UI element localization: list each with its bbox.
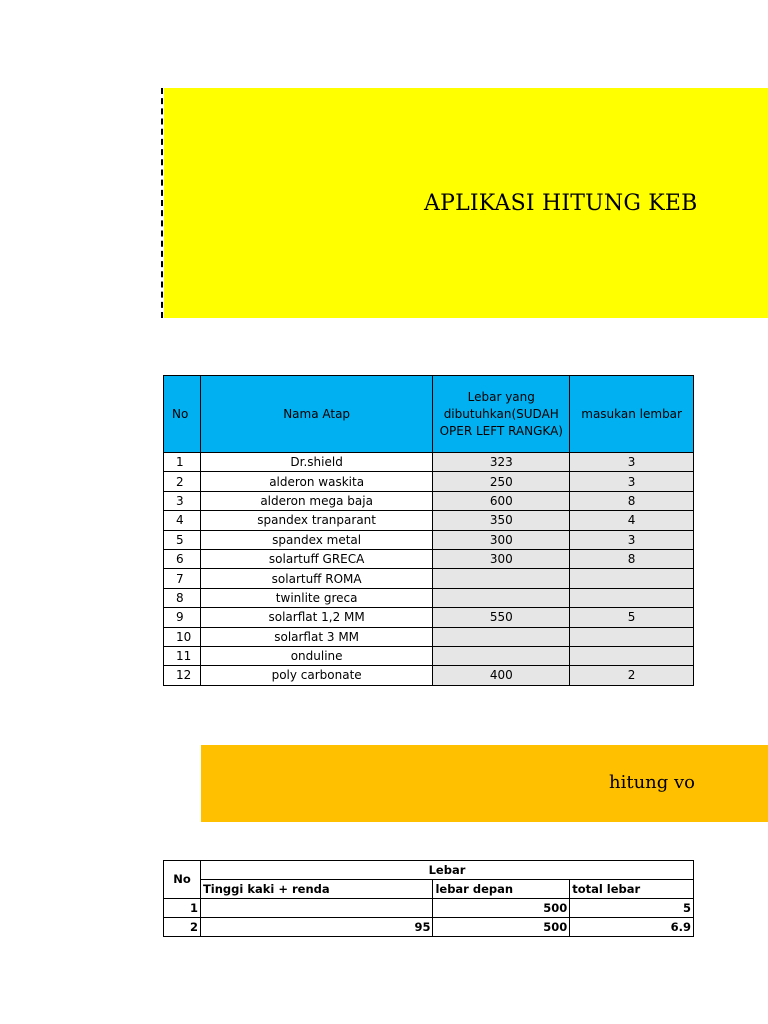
tinggi-cell[interactable]: 95 [200, 918, 433, 937]
roof-name-cell[interactable]: poly carbonate [200, 666, 432, 685]
row-no: 1 [164, 899, 201, 918]
row-no: 3 [164, 491, 201, 510]
table-row [164, 627, 694, 646]
sheets-cell[interactable]: 2 [570, 666, 694, 685]
volume-header-row-1 [164, 861, 694, 880]
volume-header-lebar: Lebar [200, 861, 693, 880]
width-cell[interactable] [433, 646, 570, 665]
row-no: 11 [164, 646, 201, 665]
app-title: APLIKASI HITUNG KEB [424, 191, 698, 216]
roof-name-cell[interactable]: Dr.shield [200, 453, 432, 472]
width-cell[interactable] [433, 569, 570, 588]
row-no: 2 [164, 918, 201, 937]
sheets-cell[interactable] [570, 646, 694, 665]
roof-name-cell[interactable]: solarflat 3 MM [200, 627, 432, 646]
roof-name-cell[interactable]: onduline [200, 646, 432, 665]
header-required-width: Lebar yang dibutuhkan(SUDAH OPER LEFT RANGKA) [433, 376, 570, 453]
volume-header-tinggi: Tinggi kaki + renda [200, 880, 433, 899]
width-cell[interactable]: 300 [433, 530, 570, 549]
roof-table-header [164, 376, 694, 453]
sheets-cell[interactable] [570, 588, 694, 607]
row-no: 8 [164, 588, 201, 607]
total-cell[interactable]: 5 [570, 899, 694, 918]
volume-table [163, 860, 694, 937]
roof-name-cell[interactable]: spandex metal [200, 530, 432, 549]
depan-cell[interactable]: 500 [433, 918, 570, 937]
volume-banner [201, 745, 768, 822]
roof-name-cell[interactable]: alderon waskita [200, 472, 432, 491]
table-row [164, 453, 694, 472]
table-row [164, 666, 694, 685]
volume-header-no: No [164, 861, 201, 899]
row-no: 7 [164, 569, 201, 588]
volume-header-row-2 [164, 880, 694, 899]
volume-header-depan: lebar depan [433, 880, 570, 899]
width-cell[interactable]: 300 [433, 549, 570, 568]
table-row [164, 899, 694, 918]
title-banner [164, 88, 768, 318]
sheets-cell[interactable]: 3 [570, 530, 694, 549]
table-row [164, 646, 694, 665]
sheets-cell[interactable]: 3 [570, 453, 694, 472]
roof-name-cell[interactable]: alderon mega baja [200, 491, 432, 510]
row-no: 10 [164, 627, 201, 646]
width-cell[interactable]: 350 [433, 511, 570, 530]
header-roof-name: Nama Atap [200, 376, 432, 453]
sheets-cell[interactable]: 8 [570, 491, 694, 510]
width-cell[interactable]: 600 [433, 491, 570, 510]
roof-name-cell[interactable]: solartuff GRECA [200, 549, 432, 568]
sheets-cell[interactable]: 3 [570, 472, 694, 491]
roof-table [163, 375, 694, 686]
width-cell[interactable]: 250 [433, 472, 570, 491]
sheets-cell[interactable]: 5 [570, 608, 694, 627]
depan-cell[interactable]: 500 [433, 899, 570, 918]
width-cell[interactable]: 550 [433, 608, 570, 627]
table-row [164, 549, 694, 568]
roof-name-cell[interactable]: twinlite greca [200, 588, 432, 607]
sheets-cell[interactable] [570, 627, 694, 646]
row-no: 2 [164, 472, 201, 491]
row-no: 5 [164, 530, 201, 549]
table-row [164, 530, 694, 549]
sheets-cell[interactable]: 4 [570, 511, 694, 530]
tinggi-cell[interactable] [200, 899, 433, 918]
sheet-dashed-border [161, 88, 163, 318]
width-cell[interactable] [433, 588, 570, 607]
sheets-cell[interactable]: 8 [570, 549, 694, 568]
table-row [164, 511, 694, 530]
row-no: 12 [164, 666, 201, 685]
width-cell[interactable]: 400 [433, 666, 570, 685]
table-row [164, 608, 694, 627]
row-no: 6 [164, 549, 201, 568]
header-sheets: masukan lembar [570, 376, 694, 453]
width-cell[interactable]: 323 [433, 453, 570, 472]
row-no: 4 [164, 511, 201, 530]
table-row [164, 472, 694, 491]
volume-header-total: total lebar [570, 880, 694, 899]
table-row [164, 588, 694, 607]
table-row [164, 569, 694, 588]
width-cell[interactable] [433, 627, 570, 646]
total-cell[interactable]: 6.9 [570, 918, 694, 937]
roof-name-cell[interactable]: solartuff ROMA [200, 569, 432, 588]
table-row [164, 918, 694, 937]
header-no: No [164, 376, 201, 453]
roof-name-cell[interactable]: spandex tranparant [200, 511, 432, 530]
row-no: 9 [164, 608, 201, 627]
sheets-cell[interactable] [570, 569, 694, 588]
table-row [164, 491, 694, 510]
row-no: 1 [164, 453, 201, 472]
volume-title: hitung vo [609, 772, 696, 793]
roof-name-cell[interactable]: solarflat 1,2 MM [200, 608, 432, 627]
